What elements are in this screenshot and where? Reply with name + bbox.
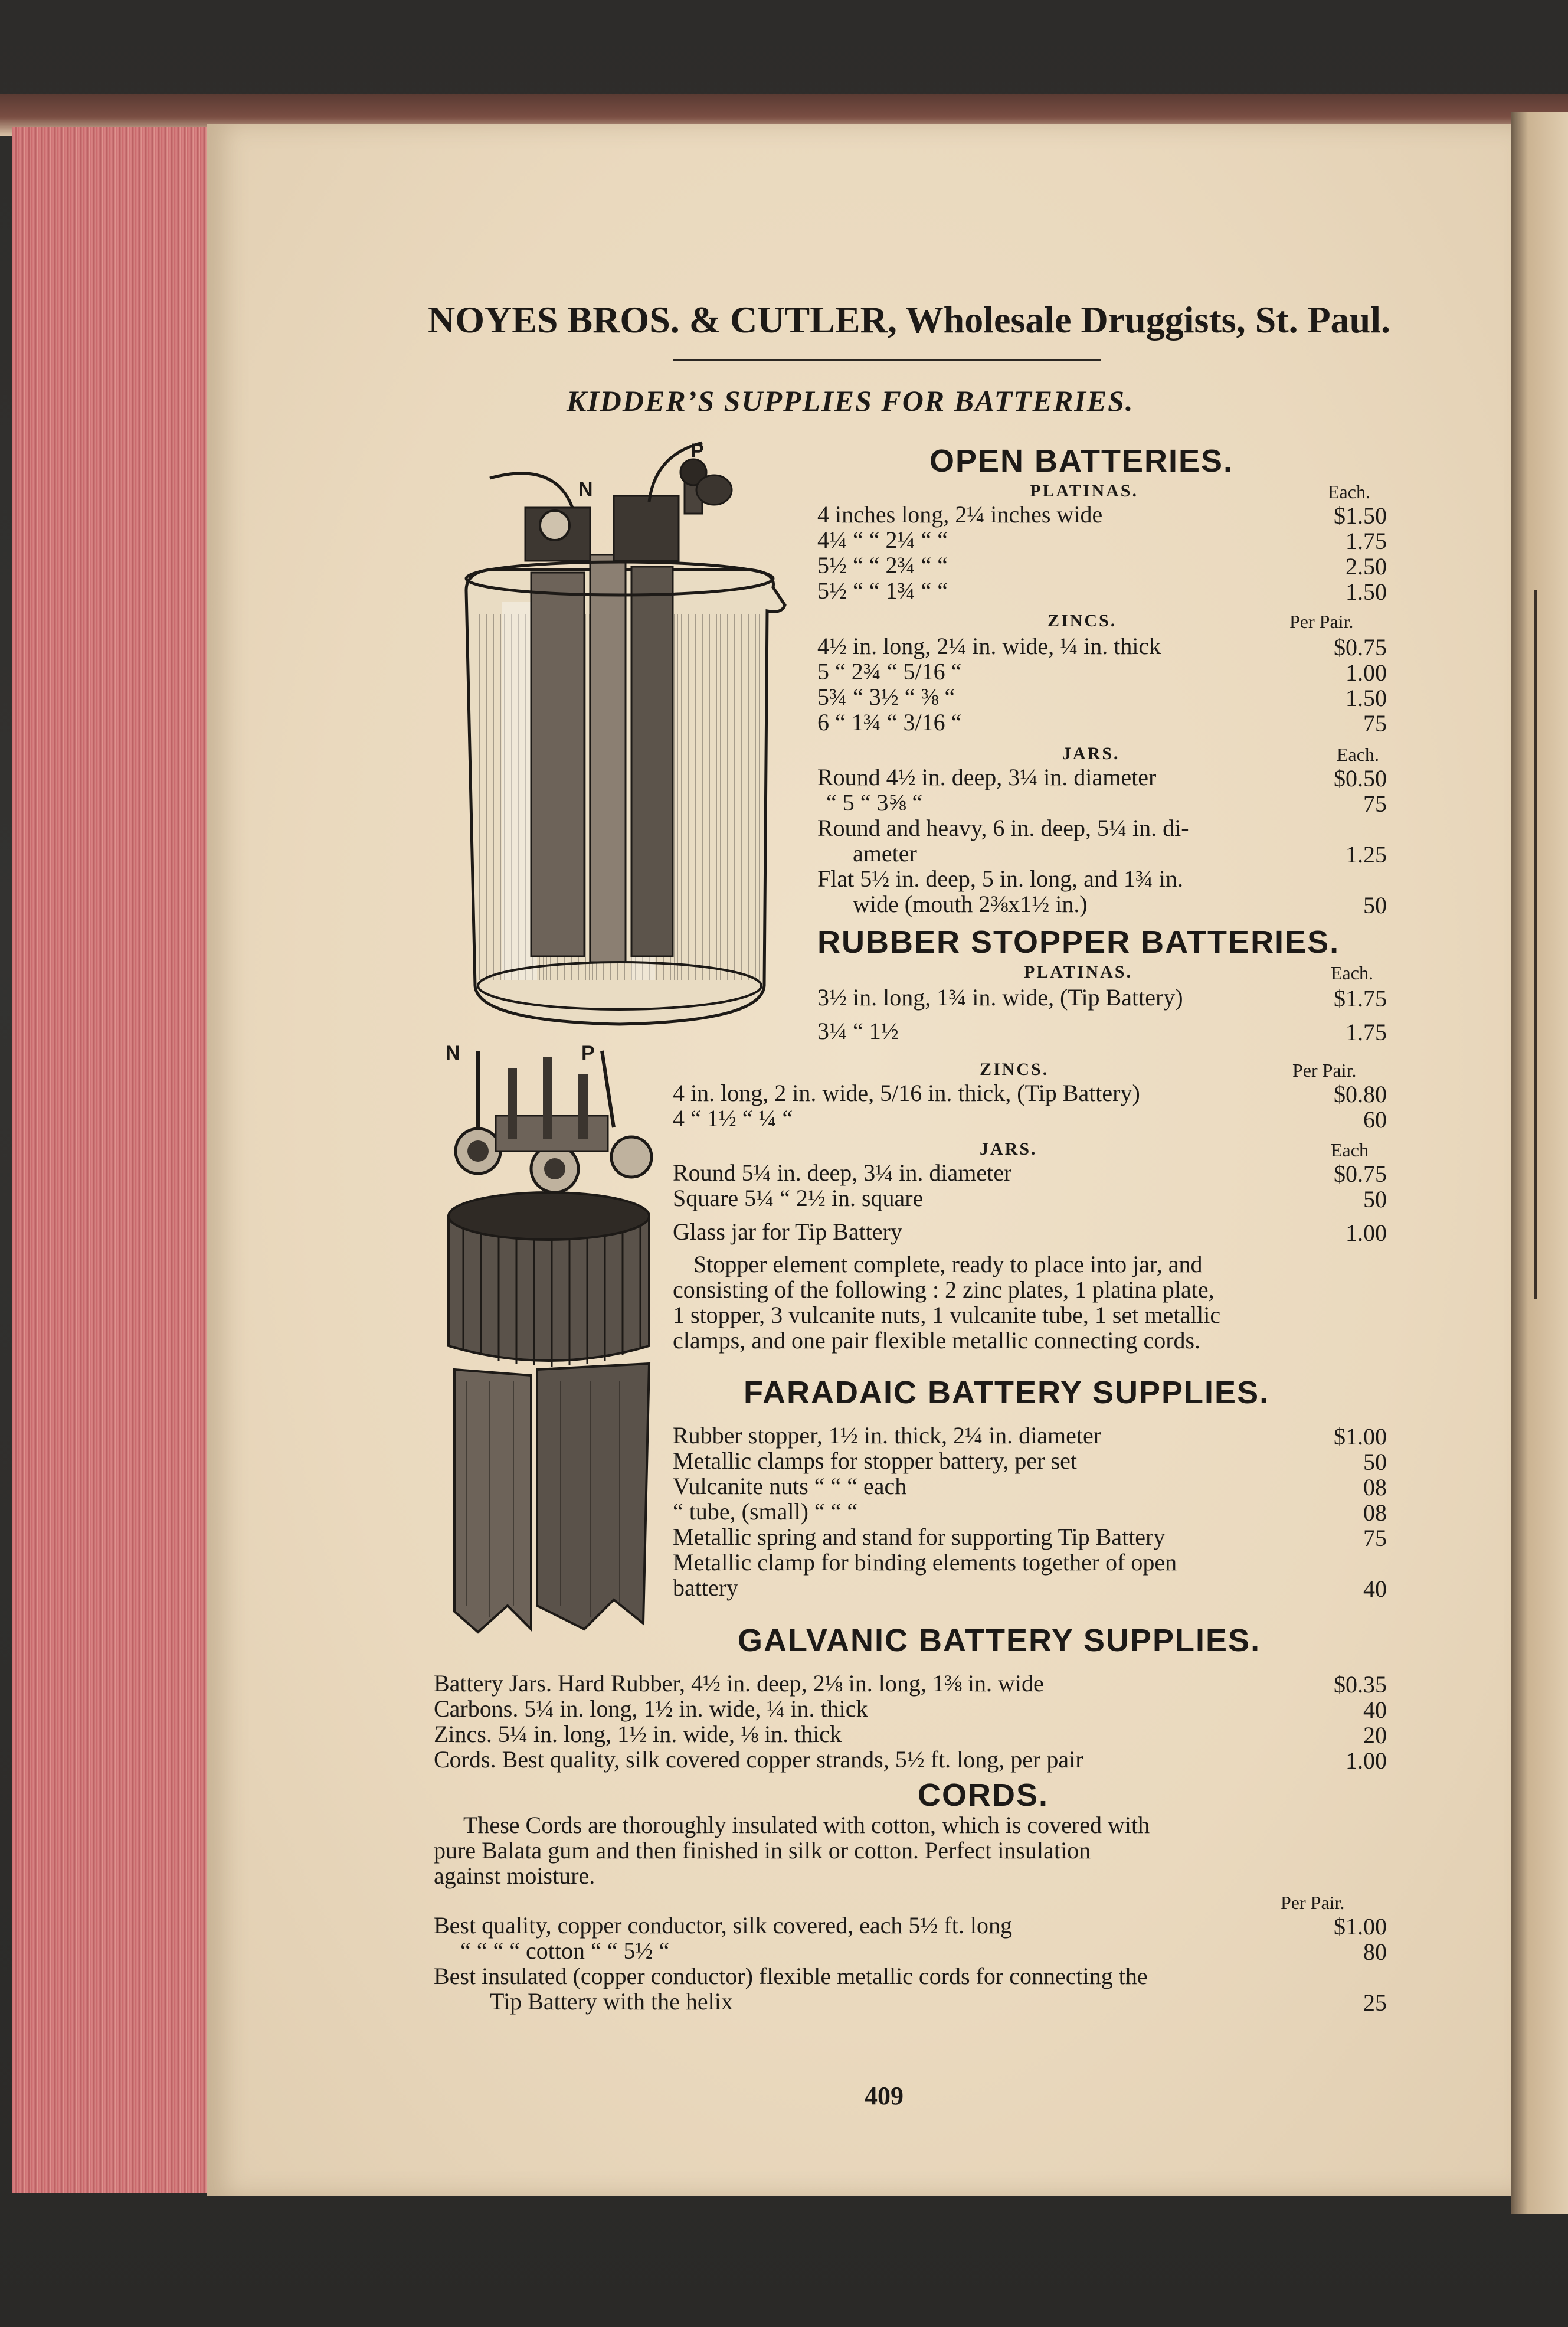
price-row-text: Cords. Best quality, silk covered copper strands, 5½ ft. long, per pair <box>434 1746 1083 1773</box>
price-row-price: $1.75 <box>1334 985 1387 1012</box>
price-row-text: Glass jar for Tip Battery <box>673 1218 902 1245</box>
unit-label: Each. <box>1328 481 1370 502</box>
price-row-price: 1.50 <box>1346 579 1387 605</box>
adjacent-page-mark <box>1534 590 1566 1299</box>
open-battery-illustration <box>454 437 791 1033</box>
price-row-text: 5½ “ “ 2¾ “ “ <box>817 552 948 579</box>
price-row-text: “ 5 “ 3⅝ “ <box>826 789 923 816</box>
price-row-text: battery <box>673 1574 739 1601</box>
price-row-text: Rubber stopper, 1½ in. thick, 2¼ in. diameter <box>673 1422 1102 1449</box>
price-row-text: Flat 5½ in. deep, 5 in. long, and 1¾ in. <box>817 865 1183 892</box>
price-row-price: 08 <box>1363 1474 1387 1501</box>
price-row-price: $0.80 <box>1334 1081 1387 1107</box>
price-row-text: 4½ in. long, 2¼ in. wide, ¼ in. thick <box>817 633 1161 659</box>
section-title-faradaic: FARADAIC BATTERY SUPPLIES. <box>744 1375 1270 1410</box>
subheading-jars: JARS. <box>1062 744 1120 763</box>
price-row-price: 1.50 <box>1346 685 1387 711</box>
price-row-price: 80 <box>1363 1939 1387 1965</box>
paragraph-line: pure Balata gum and then finished in silk or cotton. Perfect insulation <box>434 1837 1091 1864</box>
header-rule <box>673 359 1101 361</box>
price-row-price: 20 <box>1363 1722 1387 1748</box>
price-row-text: Tip Battery with the helix <box>490 1988 733 2015</box>
illustration-label-p-2: P <box>581 1042 595 1064</box>
subheading-jars: JARS. <box>980 1139 1037 1159</box>
subheading-zincs: ZINCS. <box>1047 611 1117 630</box>
price-row-price: 25 <box>1363 1989 1387 2016</box>
page-header: NOYES BROS. & CUTLER, Wholesale Druggists, St. Paul. <box>428 299 1391 341</box>
price-row-price: 1.75 <box>1346 1019 1387 1045</box>
price-row-text: Best insulated (copper conductor) flexible metallic cords for connecting the <box>434 1963 1148 1989</box>
section-title-rubber-stopper: RUBBER STOPPER BATTERIES. <box>817 924 1340 960</box>
price-row-price: 1.25 <box>1346 841 1387 868</box>
price-row-text: 4 in. long, 2 in. wide, 5/16 in. thick, (Tip Battery) <box>673 1080 1140 1106</box>
paragraph-line: consisting of the following : 2 zinc plates, 1 platina plate, <box>673 1276 1215 1303</box>
price-row-text: 4 inches long, 2¼ inches wide <box>817 501 1103 528</box>
price-row-price: $1.00 <box>1334 1423 1387 1450</box>
paragraph-line: Stopper element complete, ready to place into jar, and <box>693 1251 1203 1277</box>
page-number: 409 <box>865 2081 904 2110</box>
section-title-galvanic: GALVANIC BATTERY SUPPLIES. <box>738 1623 1261 1658</box>
subheading-platinas: PLATINAS. <box>1030 481 1138 501</box>
price-row-price: 50 <box>1363 1449 1387 1475</box>
price-row-price: 75 <box>1363 790 1387 817</box>
illustration-label-n-2: N <box>446 1042 460 1064</box>
unit-label: Per Pair. <box>1289 611 1354 632</box>
rubber-stopper-battery-illustration <box>437 1039 667 1635</box>
unit-label: Per Pair. <box>1281 1892 1345 1913</box>
price-row-price: 60 <box>1363 1106 1387 1133</box>
price-row-text: 5 “ 2¾ “ 5/16 “ <box>817 658 962 685</box>
unit-label: Per Pair. <box>1292 1060 1357 1081</box>
paragraph-line: These Cords are thoroughly insulated with cotton, which is covered with <box>463 1812 1150 1838</box>
price-row-text: Round 4½ in. deep, 3¼ in. diameter <box>817 764 1157 790</box>
illustration-label-p: P <box>690 440 704 462</box>
unit-label: Each <box>1331 1139 1369 1161</box>
price-row-price: 75 <box>1363 710 1387 737</box>
paragraph-line: 1 stopper, 3 vulcanite nuts, 1 vulcanite tube, 1 set metallic <box>673 1302 1221 1328</box>
price-row-text: Round 5¼ in. deep, 3¼ in. diameter <box>673 1159 1012 1186</box>
price-row-text: Vulcanite nuts “ “ “ each <box>673 1473 907 1499</box>
price-row-price: 1.00 <box>1346 659 1387 686</box>
subheading-platinas: PLATINAS. <box>1024 962 1132 982</box>
price-row-price: $0.75 <box>1334 1161 1387 1187</box>
price-row-text: “ tube, (small) “ “ “ <box>673 1498 858 1525</box>
price-row-text: Zincs. 5¼ in. long, 1½ in. wide, ⅛ in. thick <box>434 1721 842 1747</box>
price-row-price: 1.00 <box>1346 1747 1387 1774</box>
subheading-zincs: ZINCS. <box>980 1060 1049 1079</box>
price-row-price: 1.00 <box>1346 1220 1387 1246</box>
page-subtitle: KIDDER’S SUPPLIES FOR BATTERIES. <box>567 384 1134 417</box>
price-row-text: “ “ “ “ cotton “ “ 5½ “ <box>460 1937 670 1964</box>
paragraph-line: clamps, and one pair flexible metallic connecting cords. <box>673 1327 1201 1354</box>
price-row-text: 3¼ “ 1½ <box>817 1018 899 1044</box>
price-row-price: 50 <box>1363 1186 1387 1212</box>
price-row-price: $0.75 <box>1334 634 1387 661</box>
price-row-text: Metallic clamps for stopper battery, per set <box>673 1447 1077 1474</box>
unit-label: Each. <box>1331 962 1373 983</box>
price-row-text: Metallic spring and stand for supporting Tip Battery <box>673 1524 1166 1550</box>
book-page-edges <box>12 127 210 2193</box>
price-row-price: 2.50 <box>1346 553 1387 580</box>
section-title-open-batteries: OPEN BATTERIES. <box>929 443 1234 479</box>
price-row-text: Carbons. 5¼ in. long, 1½ in. wide, ¼ in. thick <box>434 1695 868 1722</box>
price-row-text: 5½ “ “ 1¾ “ “ <box>817 577 948 604</box>
price-row-price: 40 <box>1363 1576 1387 1602</box>
price-row-text: Metallic clamp for binding elements together of open <box>673 1549 1177 1576</box>
price-row-text: wide (mouth 2⅜x1½ in.) <box>853 891 1088 917</box>
price-row-price: 1.75 <box>1346 528 1387 554</box>
price-row-price: $1.50 <box>1334 502 1387 529</box>
price-row-text: 4¼ “ “ 2¼ “ “ <box>817 527 948 553</box>
price-row-text: Best quality, copper conductor, silk covered, each 5½ ft. long <box>434 1912 1012 1939</box>
price-row-price: 75 <box>1363 1525 1387 1551</box>
price-row-text: 3½ in. long, 1¾ in. wide, (Tip Battery) <box>817 984 1183 1011</box>
price-row-text: Battery Jars. Hard Rubber, 4½ in. deep, 2⅛ in. long, 1⅜ in. wide <box>434 1670 1044 1697</box>
unit-label: Each. <box>1337 744 1379 765</box>
price-row-text: Square 5¼ “ 2½ in. square <box>673 1185 924 1211</box>
price-row-price: $0.35 <box>1334 1671 1387 1698</box>
illustration-label-n: N <box>578 478 593 501</box>
price-row-text: ameter <box>853 840 917 867</box>
price-row-price: $1.00 <box>1334 1913 1387 1940</box>
price-row-price: 08 <box>1363 1499 1387 1526</box>
paragraph-line: against moisture. <box>434 1862 595 1889</box>
price-row-price: $0.50 <box>1334 765 1387 792</box>
price-row-text: Round and heavy, 6 in. deep, 5¼ in. di- <box>817 815 1189 841</box>
price-row-text: 5¾ “ 3½ “ ⅜ “ <box>817 684 955 710</box>
price-row-price: 50 <box>1363 892 1387 919</box>
price-row-text: 4 “ 1½ “ ¼ “ <box>673 1105 793 1132</box>
price-row-text: 6 “ 1¾ “ 3/16 “ <box>817 709 962 736</box>
price-row-price: 40 <box>1363 1697 1387 1723</box>
section-title-cords: CORDS. <box>918 1777 1049 1813</box>
